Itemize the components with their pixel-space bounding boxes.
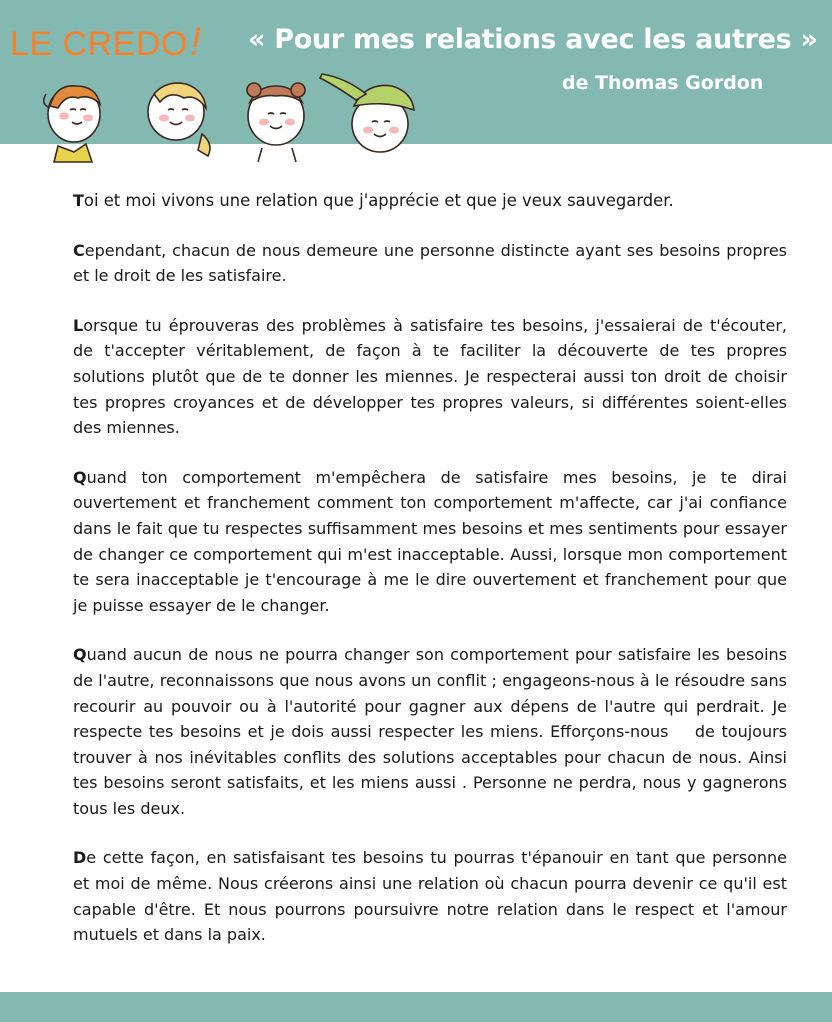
paragraph bbox=[73, 642, 793, 821]
kid-face-icon bbox=[44, 86, 100, 162]
credo-label: LE CREDO! bbox=[10, 20, 202, 64]
credo-body bbox=[73, 188, 793, 972]
kid-face-icon bbox=[247, 83, 305, 162]
paragraph-text: uand aucun de nous ne pourra changer son comportement pour satisfaire les besoins de l'autre, reconnaissons que nous avons un conflit ; engageons-nous à le résoudre sans recourir au pouvoir ou à l'autorité pour gagner aux dépens de l'autre qui perdrait. Je respecte tes besoins et je dois aussi respecter les miens. Efforçons-nous de toujours trouver à nos inévitables conflits des solutions acceptables pour chacun de nous. Ainsi tes besoins seront satisfaits, et les miens aussi . Personne ne perdra, nous y gagnerons tous les deux. bbox=[73, 645, 793, 818]
paragraph-initial: L bbox=[73, 315, 84, 335]
header-band bbox=[0, 0, 832, 144]
kid-face-icon bbox=[320, 74, 414, 152]
paragraph-initial: Q bbox=[73, 645, 87, 665]
kids-illustration bbox=[36, 64, 426, 164]
paragraph-text: orsque tu éprouveras des problèmes à satisfaire tes besoins, j'essaierai de t'écouter, de t'accepter véritablement, de façon à te faciliter la découverte de tes propres solutions plutôt que de te donner les miennes. Je respecterai aussi ton droit de choisir tes propres croyances et de développer tes propres valeurs, si différentes soient-elles des miennes. bbox=[73, 315, 787, 438]
kid-face-icon bbox=[148, 83, 210, 156]
paragraph-text: uand ton comportement m'empêchera de satisfaire mes besoins, je te dirai ouvertement et franchement comment ton comportement m'affecte, car j'ai confiance dans le fait que tu respectes suffisamment mes besoins et mes sentiments pour essayer de changer ce comportement qui m'est inacceptable. Aussi, lorsque mon comportement te sera inacceptable je t'encourage à me le dire ouvertement et franchement pour que je puisse essayer de le changer. bbox=[73, 467, 787, 615]
paragraph bbox=[73, 313, 787, 441]
author-line: de Thomas Gordon bbox=[562, 72, 764, 94]
paragraph-text: oi et moi vivons une relation que j'apprécie et que je veux sauvegarder. bbox=[83, 191, 674, 210]
paragraph-initial: Q bbox=[73, 467, 87, 487]
paragraph-initial: D bbox=[73, 848, 87, 868]
page-title: « Pour mes relations avec les autres » bbox=[248, 24, 818, 55]
footer-band bbox=[0, 992, 832, 1022]
paragraph bbox=[73, 465, 787, 619]
paragraph bbox=[73, 845, 787, 947]
paragraph bbox=[73, 188, 787, 214]
paragraph-initial: C bbox=[73, 240, 85, 260]
paragraph bbox=[73, 238, 787, 289]
paragraph-text: e cette façon, en satisfaisant tes besoins tu pourras t'épanouir en tant que personne et moi de même. Nous créerons ainsi une relation où chacun pourra devenir ce qu'il est capable d'être. Et nous pourrons poursuivre notre relation dans le respect et l'amour mutuels et dans la paix. bbox=[73, 848, 787, 945]
paragraph-text: ependant, chacun de nous demeure une personne distincte ayant ses besoins propres et le droit de les satisfaire. bbox=[73, 240, 787, 286]
paragraph-initial: T bbox=[73, 191, 84, 210]
credo-exclamation: ! bbox=[189, 20, 202, 64]
